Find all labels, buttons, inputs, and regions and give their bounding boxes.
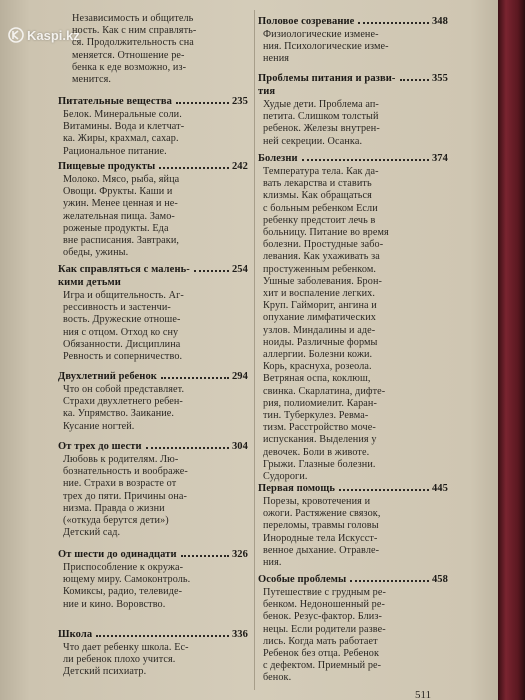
dot-leader xyxy=(400,79,429,81)
dot-leader xyxy=(302,159,429,161)
page-number: 511 xyxy=(415,689,432,700)
dot-leader xyxy=(161,377,229,379)
entry-title: Двухлетний ребенок xyxy=(58,371,157,382)
entry-title: Половое созревание xyxy=(258,16,355,27)
entry-page: 445 xyxy=(431,483,448,494)
entry-page: 326 xyxy=(231,549,248,560)
entry-page: 355 xyxy=(431,73,448,84)
toc-entry xyxy=(58,263,248,363)
watermark-text: Kaspi.kz xyxy=(27,27,80,43)
dot-leader xyxy=(146,447,229,449)
entry-page: 348 xyxy=(431,16,448,27)
entry-title: Школа xyxy=(58,629,93,640)
entry-page: 242 xyxy=(231,161,248,172)
dot-leader xyxy=(194,270,229,272)
entry-topics: Любовь к родителям. Лю- бознательность и воображе- ние. Страхи в возрасте от трех до пяти. Причины она- низма. Правда о жизни («откуда берутся дети») Детский сад. xyxy=(63,454,188,539)
entry-topics: Физиологические измене- ния. Психологические изме- нения xyxy=(263,29,389,65)
entry-topics: Путешествие с грудным ре- бенком. Недоношенный ре- бенок. Резус-фактор. Близ- нецы. Если родители разве- лись. Когда мать работает Ребенок без отца. Ребенок с дефектом. Приемный ре- бенок. xyxy=(263,587,386,684)
entry-title: Питательные вещества xyxy=(58,96,172,107)
dot-leader xyxy=(181,555,229,557)
dot-leader xyxy=(339,489,429,491)
dot-leader xyxy=(350,580,429,582)
toc-entry xyxy=(58,440,248,539)
toc-entry xyxy=(258,482,448,569)
toc-entry xyxy=(58,628,248,679)
entry-title: Проблемы питания и разви- тия xyxy=(258,73,396,97)
dot-leader xyxy=(96,635,229,637)
continued-fragment: Независимость и общитель ность. Как с ним справлять- ся. Продолжительность сна меняется. Отношение ре- бенка к еде возможно, из- менится. xyxy=(72,13,197,86)
entry-topics: Игра и общительность. Аг- рессивность и застенчи- вость. Дружеские отноше- ния с отцом. Отход ко сну Обязанности. Дисциплина Ревность и соперничество. xyxy=(63,290,184,363)
toc-entry xyxy=(258,573,448,685)
toc-entry xyxy=(258,15,448,66)
toc-entry xyxy=(58,160,248,259)
entry-topics: Приспособление к окружа- ющему миру. Самоконтроль. Комиксы, радио, телевиде- ние и кино. Воровство. xyxy=(63,562,191,610)
entry-topics: Температура тела. Как да- вать лекарства и ставить клизмы. Как обращаться с больным ребенком Если ребенку предстоит лечь в больницу. Питание во время болезни. Простудные забо- левания. Как ухаживать за простуженным ребенком. Ушные заболевания. Брон- хит и воспаление легких. Круп. Гайморит, ангина и опухание лимфатических узлов. Миндалины и аде- ноиды. Различные формы аллергии. Болезни кожи. Корь, краснуха, розеола. Ветряная оспа, коклюш, свинка. Скарлатина, дифте- рия, полиомиелит. Каран- тин. Туберкулез. Ревма- тизм. Расстройство моче- испускания. Выделения у девочек. Боли в животе. Грыжи. Глазные болезни. Судороги. xyxy=(263,166,389,483)
entry-title: Как справляться с малень- кими детьми xyxy=(58,264,190,288)
column-divider xyxy=(254,10,255,690)
entry-title: От трех до шести xyxy=(58,441,142,452)
book-cover-edge xyxy=(498,0,525,700)
entry-page: 458 xyxy=(431,574,448,585)
entry-title: Пищевые продукты xyxy=(58,161,156,172)
entry-topics: Молоко. Мясо, рыба, яйца Овощи. Фрукты. Каши и ужин. Менее ценная и не- желательная пища. Замо- роженые продукты. Еда вне расписания. Завтраки, обеды, ужины. xyxy=(63,174,180,259)
dot-leader xyxy=(176,102,229,104)
entry-page: 254 xyxy=(231,264,248,275)
toc-entry xyxy=(58,95,248,158)
toc-entry xyxy=(58,548,248,611)
entry-page: 374 xyxy=(431,153,448,164)
toc-entry xyxy=(258,152,448,483)
entry-page: 294 xyxy=(231,371,248,382)
entry-topics: Белок. Минеральные соли. Витамины. Вода и клетчат- ка. Жиры, крахмал, сахар. Рациональное питание. xyxy=(63,109,185,157)
watermark xyxy=(8,27,80,43)
toc-entry xyxy=(58,370,248,433)
toc-entry xyxy=(258,72,448,148)
dot-leader xyxy=(159,167,229,169)
kaspi-logo-icon xyxy=(8,27,24,43)
entry-title: Особые проблемы xyxy=(258,574,347,585)
entry-topics: Худые дети. Проблема ап- петита. Слишком толстый ребенок. Железы внутрен- ней секреции. Осанка. xyxy=(263,99,380,147)
entry-page: 336 xyxy=(231,629,248,640)
entry-topics: Что он собой представляет. Страхи двухлетнего ребен- ка. Упрямство. Заикание. Кусание ногтей. xyxy=(63,384,185,432)
entry-topics: Что дает ребенку школа. Ес- ли ребенок плохо учится. Детский психиатр. xyxy=(63,642,189,678)
entry-topics: Порезы, кровотечения и ожоги. Растяжение связок, переломы, травмы головы Инородные тела Искусст- венное дыхание. Отравле- ния. xyxy=(263,496,381,569)
entry-title: Болезни xyxy=(258,153,298,164)
dot-leader xyxy=(358,22,429,24)
entry-page: 235 xyxy=(231,96,248,107)
entry-title: Первая помощь xyxy=(258,483,335,494)
entry-page: 304 xyxy=(231,441,248,452)
entry-title: От шести до одинадцати xyxy=(58,549,177,560)
